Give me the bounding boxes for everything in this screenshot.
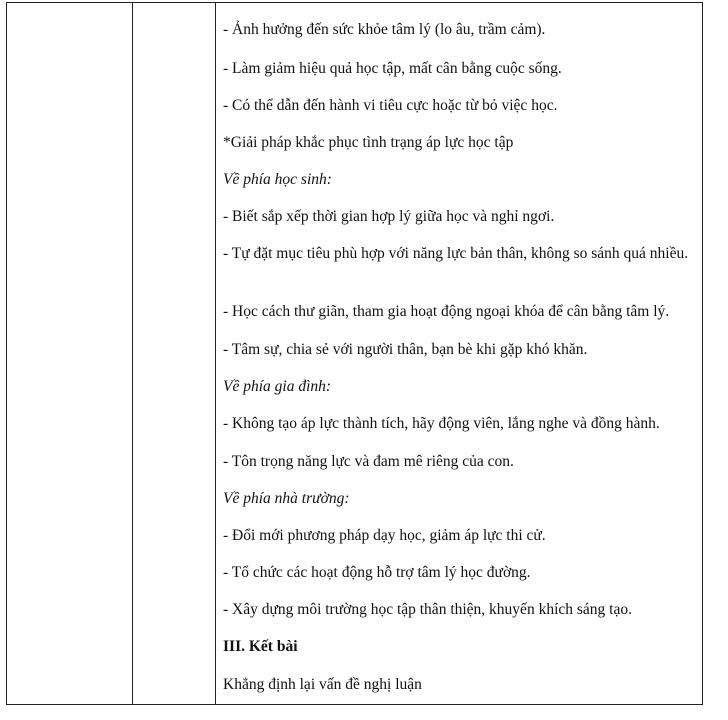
column-divider-1 [132,3,133,704]
effect-negative-behavior: - Có thể dẫn đến hành vi tiêu cực hoặc từ bỏ việc học. [223,97,558,114]
effect-learning-efficiency: - Làm giảm hiệu quả học tập, mất cân bằng cuộc sống. [223,60,562,77]
effect-mental-health: - Ảnh hưởng đến sức khỏe tâm lý (lo âu, trầm cảm). [223,21,546,38]
solution-heading: *Giải pháp khắc phục tình trạng áp lực học tập [223,134,514,151]
school-item-environment: - Xây dựng môi trường học tập thân thiện, khuyến khích sáng tạo. [223,601,632,618]
family-item-respect: - Tôn trọng năng lực và đam mê riêng của con. [223,453,514,470]
school-item-activities: - Tổ chức các hoạt động hỗ trợ tâm lý học đường. [223,564,531,581]
conclusion-heading: III. Kết bài [223,638,298,655]
student-item-goals: - Tự đặt mục tiêu phù hợp với năng lực bản thân, không so sánh quá nhiều. [223,245,689,262]
outline-table [6,2,703,705]
school-subheading: Về phía nhà trường: [223,490,350,507]
student-item-share: - Tâm sự, chia sẻ với người thân, bạn bè khi gặp khó khăn. [223,341,588,358]
student-item-relax: - Học cách thư giãn, tham gia hoạt động ngoại khóa để cân bằng tâm lý. [223,303,670,320]
student-item-time: - Biết sắp xếp thời gian hợp lý giữa học và nghỉ ngơi. [223,208,555,225]
students-subheading: Về phía học sinh: [223,171,332,188]
family-subheading: Về phía gia đình: [223,378,332,395]
family-item-support: - Không tạo áp lực thành tích, hãy động viên, lắng nghe và đồng hành. [223,415,660,432]
conclusion-text: Khẳng định lại vấn đề nghị luận [223,676,422,693]
school-item-teaching: - Đổi mới phương pháp dạy học, giảm áp lực thi cử. [223,527,546,544]
column-divider-2 [215,3,216,704]
